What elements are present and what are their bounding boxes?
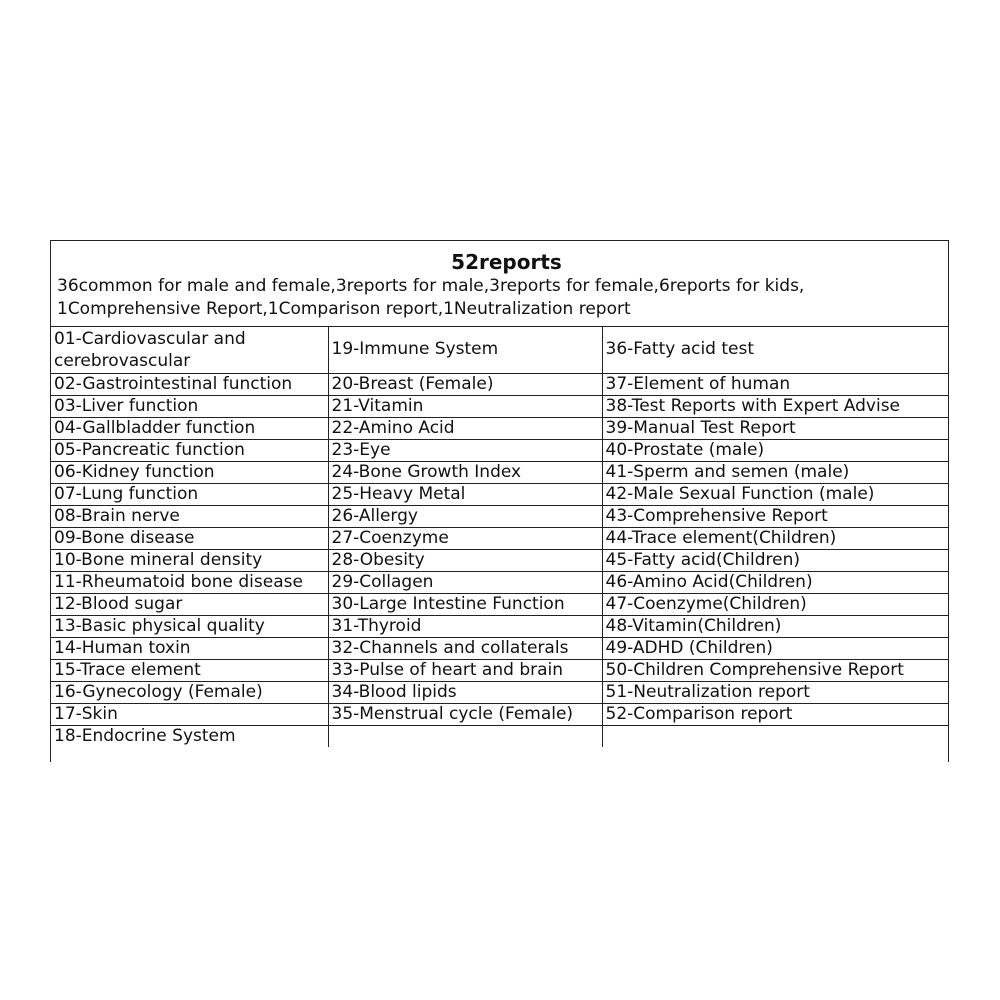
table-row [51, 637, 948, 659]
report-cell: 15-Trace element [51, 659, 328, 681]
report-cell: 28-Obesity [328, 549, 602, 571]
report-cell: 01-Cardiovascular and cerebrovascular [51, 327, 328, 373]
reports-table-body [51, 327, 948, 747]
report-cell: 02-Gastrointestinal function [51, 373, 328, 395]
report-cell: 25-Heavy Metal [328, 483, 602, 505]
report-cell: 06-Kidney function [51, 461, 328, 483]
report-cell: 27-Coenzyme [328, 527, 602, 549]
table-row [51, 703, 948, 725]
report-cell: 03-Liver function [51, 395, 328, 417]
report-cell: 52-Comparison report [602, 703, 948, 725]
report-cell: 35-Menstrual cycle (Female) [328, 703, 602, 725]
table-row [51, 659, 948, 681]
report-cell: 36-Fatty acid test [602, 327, 948, 373]
report-cell: 48-Vitamin(Children) [602, 615, 948, 637]
report-cell: 21-Vitamin [328, 395, 602, 417]
report-cell: 50-Children Comprehensive Report [602, 659, 948, 681]
table-row [51, 681, 948, 703]
report-cell: 18-Endocrine System [51, 725, 328, 747]
report-cell [602, 725, 948, 747]
report-cell [328, 725, 602, 747]
report-cell: 22-Amino Acid [328, 417, 602, 439]
report-cell: 39-Manual Test Report [602, 417, 948, 439]
report-cell: 12-Blood sugar [51, 593, 328, 615]
report-cell: 37-Element of human [602, 373, 948, 395]
page-title: 52reports [451, 250, 562, 274]
table-row [51, 549, 948, 571]
table-row [51, 725, 948, 747]
report-cell: 29-Collagen [328, 571, 602, 593]
report-cell: 16-Gynecology (Female) [51, 681, 328, 703]
report-cell: 40-Prostate (male) [602, 439, 948, 461]
table-row [51, 439, 948, 461]
report-cell: 47-Coenzyme(Children) [602, 593, 948, 615]
table-row [51, 461, 948, 483]
report-cell: 10-Bone mineral density [51, 549, 328, 571]
table-row [51, 527, 948, 549]
report-cell: 43-Comprehensive Report [602, 505, 948, 527]
reports-sheet [50, 240, 949, 762]
subtitle-line-1: 36common for male and female,3reports for male,3reports for female,6reports for kids, [57, 276, 805, 296]
table-row [51, 505, 948, 527]
table-row [51, 593, 948, 615]
report-cell: 26-Allergy [328, 505, 602, 527]
report-cell: 11-Rheumatoid bone disease [51, 571, 328, 593]
subtitle-line-2: 1Comprehensive Report,1Comparison report,1Neutralization report [57, 299, 631, 319]
report-cell: 34-Blood lipids [328, 681, 602, 703]
report-cell: 51-Neutralization report [602, 681, 948, 703]
report-cell: 08-Brain nerve [51, 505, 328, 527]
table-row [51, 327, 948, 373]
report-cell: 31-Thyroid [328, 615, 602, 637]
table-row [51, 483, 948, 505]
report-cell: 49-ADHD (Children) [602, 637, 948, 659]
report-cell: 46-Amino Acid(Children) [602, 571, 948, 593]
table-row [51, 373, 948, 395]
table-row [51, 417, 948, 439]
report-cell: 30-Large Intestine Function [328, 593, 602, 615]
report-cell: 45-Fatty acid(Children) [602, 549, 948, 571]
report-cell: 20-Breast (Female) [328, 373, 602, 395]
sheet-header [51, 241, 948, 327]
report-cell: 07-Lung function [51, 483, 328, 505]
report-cell: 33-Pulse of heart and brain [328, 659, 602, 681]
report-cell: 41-Sperm and semen (male) [602, 461, 948, 483]
table-row [51, 615, 948, 637]
report-cell: 42-Male Sexual Function (male) [602, 483, 948, 505]
report-cell: 13-Basic physical quality [51, 615, 328, 637]
report-cell: 14-Human toxin [51, 637, 328, 659]
report-cell: 38-Test Reports with Expert Advise [602, 395, 948, 417]
report-cell: 44-Trace element(Children) [602, 527, 948, 549]
reports-table [51, 327, 948, 747]
report-cell: 04-Gallbladder function [51, 417, 328, 439]
report-cell: 23-Eye [328, 439, 602, 461]
report-cell: 09-Bone disease [51, 527, 328, 549]
report-cell: 32-Channels and collaterals [328, 637, 602, 659]
report-cell: 05-Pancreatic function [51, 439, 328, 461]
report-cell: 24-Bone Growth Index [328, 461, 602, 483]
table-row [51, 395, 948, 417]
table-row [51, 571, 948, 593]
report-cell: 19-Immune System [328, 327, 602, 373]
report-cell: 17-Skin [51, 703, 328, 725]
